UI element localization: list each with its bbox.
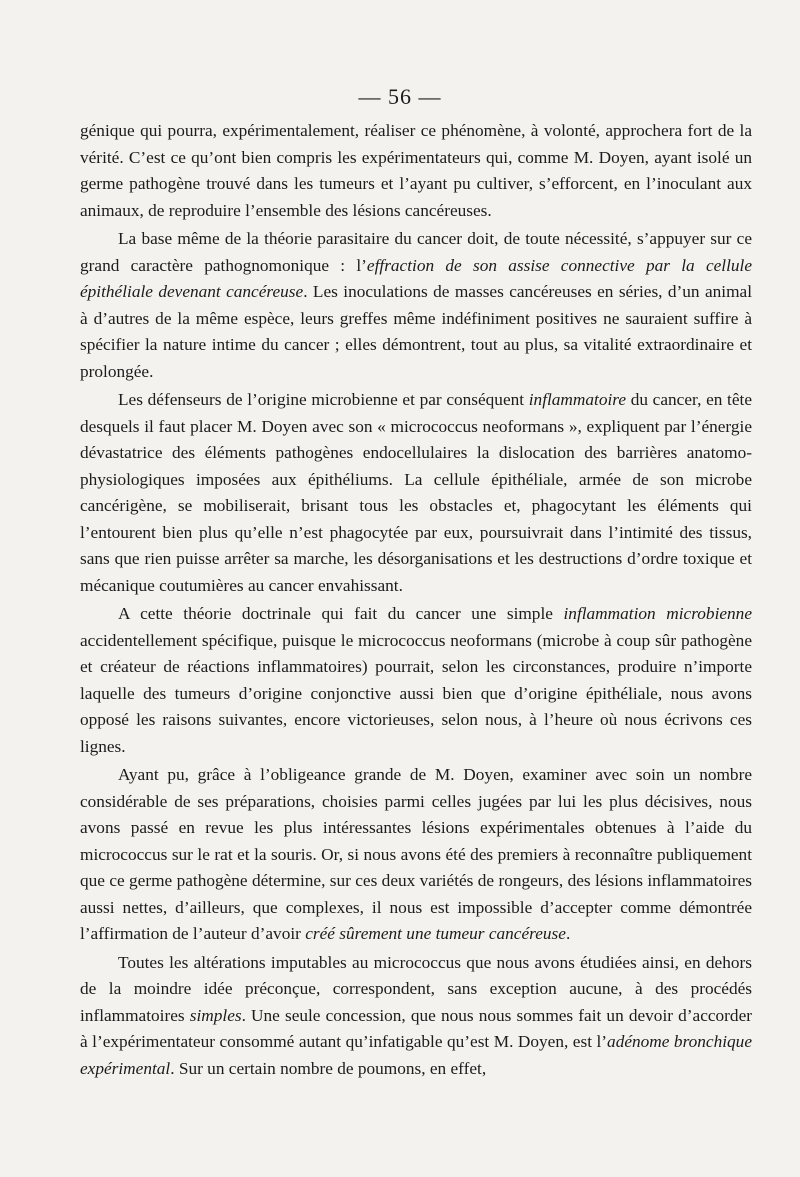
text-run: Ayant pu, grâce à l’obligeance grande de M. Doyen, examiner avec soin un nombre considérable de ses préparations, choisies parmi celles jugées par lui les plus décisives, nous avons passé en revue les plus intéressantes lésions expérimentales obtenues à l’aide du micrococcus sur le rat et la souris. Or, si nous avons été des premiers à reconnaître publiquement que ce germe pathogène détermine, sur ces deux variétés de rongeurs, des lésions inflammatoires aussi nettes, d’ailleurs, que complexes, il nous est impossible d’accepter comme démontrée l’affirmation de l’auteur d’avoir bbox=[80, 765, 752, 943]
text-run: du cancer, en tête desquels il faut placer M. Doyen avec son « micrococcus neoformans », expliquent par l’énergie dévastatrice des éléments pathogènes endocellulaires la dislocation des barrières anatomo-physiologiques imposées aux épithéliums. La cellule épithéliale, armée de son microbe cancérigène, se mobiliserait, brisant tous les obstacles et, phagocytant les éléments qui l’entourent bien plus qu’elle n’est phagocytée par eux, poursuivrait dans l’intimité des tissus, sans que rien puisse arrêter sa marche, les désorganisations et les destructions d’ordre toxique et mécanique coutumières au cancer envahissant. bbox=[80, 390, 753, 595]
italic-text: adénome bronchique expérimental bbox=[80, 1032, 752, 1078]
text-run: . bbox=[565, 924, 571, 943]
page-number: — 56 — bbox=[358, 84, 442, 109]
paragraph bbox=[80, 601, 752, 760]
paragraph bbox=[80, 118, 752, 224]
text-run: A cette théorie doctrinale qui fait du cancer une simple bbox=[118, 604, 564, 623]
italic-text: simples bbox=[189, 1005, 242, 1025]
italic-text: inflammatoire bbox=[528, 390, 627, 409]
text-run: Les défenseurs de l’origine microbienne et par conséquent bbox=[118, 390, 529, 409]
body-text bbox=[80, 118, 752, 1082]
text-run: . Une seule concession, que nous nous sommes fait un devoir d’accorder à l’expérimentateur consommé autant qu’infatigable qu’est M. Doyen, est l’ bbox=[80, 1005, 752, 1051]
paragraph bbox=[80, 762, 752, 948]
paragraph bbox=[80, 226, 752, 385]
italic-text: effraction de son assise connective par la cellule épithéliale devenant cancéreuse bbox=[80, 255, 753, 301]
text-run: Toutes les altérations imputables au micrococcus que nous avons étudiées ainsi, en dehors de la moindre idée préconçue, correspondent, sans exception aucune, à des procédés inflammatoires bbox=[80, 952, 752, 1025]
text-run: La base même de la théorie parasitaire du cancer doit, de toute nécessité, s’appuyer sur ce grand caractère pathognomonique : l’ bbox=[80, 229, 752, 275]
text-run: accidentellement spécifique, puisque le micrococcus neoformans (microbe à coup sûr pathogène et créateur de réactions inflammatoires) pourrait, selon les circonstances, produire n’importe laquelle des tumeurs d’origine conjonctive aussi bien que d’origine épithéliale, nous avons opposé les raisons suivantes, encore victorieuses, selon nous, à l’heure où nous écrivons ces lignes. bbox=[80, 630, 752, 756]
italic-text: créé sûrement une tumeur cancéreuse bbox=[305, 924, 566, 943]
text-run: . Les inoculations de masses cancéreuses en séries, d’un animal à d’autres de la même espèce, leurs greffes même indéfiniment positives ne sauraient suffire à spécifier la nature intime du cancer ; elles démontrent, tout au plus, sa vitalité extraordinaire et prolongée. bbox=[80, 282, 752, 381]
italic-text: inflammation microbienne bbox=[563, 604, 752, 623]
text-run: . Sur un certain nombre de poumons, en effet, bbox=[170, 1058, 487, 1078]
paragraph bbox=[80, 387, 752, 599]
text-run: génique qui pourra, expérimentalement, réaliser ce phénomène, à volonté, approchera fort de la vérité. C’est ce qu’ont bien compris les expérimentateurs qui, comme M. Doyen, ayant isolé un germe pathogène trouvé dans les tumeurs et l’ayant pu cultiver, s’efforcent, en l’inoculant aux animaux, de reproduire l’ensemble des lésions cancéreuses. bbox=[80, 121, 752, 220]
paragraph bbox=[80, 950, 752, 1083]
